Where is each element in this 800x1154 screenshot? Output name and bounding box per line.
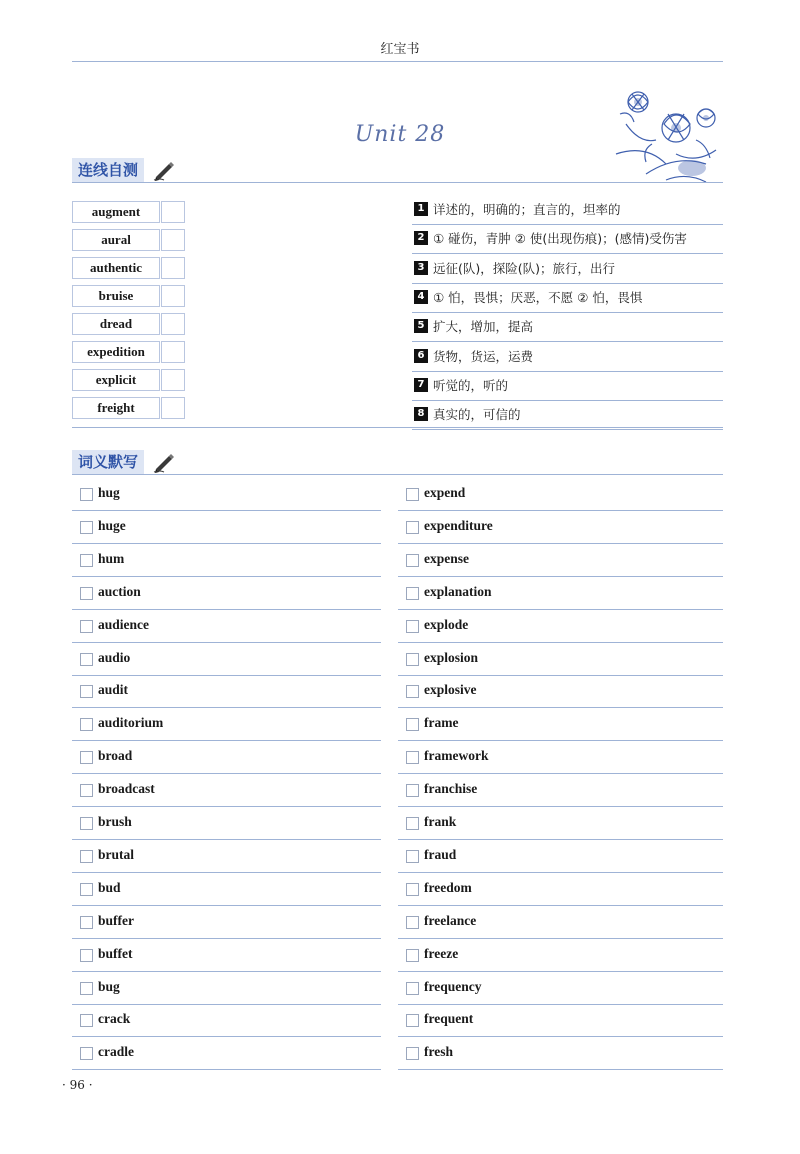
checkbox[interactable] [406, 554, 419, 567]
checkbox[interactable] [406, 521, 419, 534]
vocab-row [398, 707, 723, 741]
section-header-dictation [72, 450, 723, 474]
vocab-row [72, 740, 381, 774]
match-word: explicit [72, 369, 160, 391]
vocab-word: frame [424, 715, 459, 731]
checkbox[interactable] [406, 488, 419, 501]
checkbox[interactable] [80, 916, 93, 929]
definition-text: ① 怕，畏惧；厌恶，不愿 ② 怕，畏惧 [433, 289, 643, 305]
match-word: aural [72, 229, 160, 251]
vocab-row [72, 477, 381, 511]
vocab-row [398, 510, 723, 544]
vocab-row [398, 740, 723, 774]
section-label: 连线自测 [72, 158, 144, 182]
vocab-row [72, 707, 381, 741]
checkbox[interactable] [406, 1014, 419, 1027]
definition-text: 真实的，可信的 [433, 407, 521, 423]
checkbox[interactable] [406, 587, 419, 600]
vocab-word: expenditure [424, 517, 493, 533]
vocab-row [398, 872, 723, 906]
checkbox[interactable] [406, 1047, 419, 1060]
vocab-row [72, 609, 381, 643]
vocab-word: fraud [424, 846, 457, 862]
checkbox[interactable] [80, 949, 93, 962]
match-word: dread [72, 313, 160, 335]
definition-text: 远征(队)，探险(队)；旅行，出行 [433, 260, 616, 276]
answer-box[interactable] [161, 369, 185, 391]
checkbox[interactable] [80, 751, 93, 764]
vocab-word: hum [98, 550, 125, 566]
definition-number-badge: 4 [414, 290, 428, 304]
vocab-word: explosive [424, 682, 477, 698]
definition-row [412, 283, 723, 313]
unit-title: Unit 28 [354, 122, 446, 147]
vocab-word: freelance [424, 912, 477, 928]
vocab-row [398, 839, 723, 873]
checkbox[interactable] [406, 817, 419, 830]
vocab-word: audit [98, 682, 129, 698]
vocab-row [398, 1036, 723, 1070]
vocab-row [398, 674, 723, 708]
vocab-word: explanation [424, 583, 492, 599]
vocab-row [398, 609, 723, 643]
vocab-row [72, 872, 381, 906]
vocab-word: expense [424, 550, 469, 566]
checkbox[interactable] [80, 554, 93, 567]
checkbox[interactable] [80, 620, 93, 633]
vocab-word: auditorium [98, 715, 164, 731]
vocab-row [72, 905, 381, 939]
vocab-row [72, 510, 381, 544]
answer-box[interactable] [161, 397, 185, 419]
checkbox[interactable] [406, 784, 419, 797]
checkbox[interactable] [80, 982, 93, 995]
section-rule [72, 474, 723, 475]
definition-number-badge: 6 [414, 349, 428, 363]
checkbox[interactable] [80, 1047, 93, 1060]
checkbox[interactable] [80, 817, 93, 830]
checkbox[interactable] [406, 949, 419, 962]
definition-text: 货物，货运，运费 [433, 348, 534, 364]
checkbox[interactable] [406, 620, 419, 633]
vocab-word: explode [424, 616, 469, 632]
vocab-row [398, 971, 723, 1005]
vocab-word: audio [98, 649, 131, 665]
definition-row [412, 342, 723, 372]
vocab-word: freedom [424, 879, 472, 895]
definition-row [412, 312, 723, 342]
answer-box[interactable] [161, 341, 185, 363]
definition-number-badge: 7 [414, 378, 428, 392]
vocab-row [398, 642, 723, 676]
header-rule [72, 61, 723, 62]
definition-number-badge: 5 [414, 319, 428, 333]
definition-number-badge: 2 [414, 231, 428, 245]
answer-box[interactable] [161, 285, 185, 307]
vocab-word: frequent [424, 1011, 474, 1027]
vocab-word: broadcast [98, 781, 155, 797]
match-word: authentic [72, 257, 160, 279]
checkbox[interactable] [80, 883, 93, 896]
vocab-word: frequency [424, 978, 482, 994]
vocab-word: huge [98, 517, 126, 533]
vocab-row [398, 938, 723, 972]
vocab-row [398, 477, 723, 511]
definition-text: 听觉的，听的 [433, 377, 509, 393]
checkbox[interactable] [80, 850, 93, 863]
vocab-word: explosion [424, 649, 479, 665]
answer-box[interactable] [161, 201, 185, 223]
checkbox[interactable] [80, 718, 93, 731]
vocab-word: audience [98, 616, 150, 632]
definition-row [412, 371, 723, 401]
page-number: · 96 · [62, 1078, 93, 1092]
vocab-row [398, 543, 723, 577]
checkbox[interactable] [406, 685, 419, 698]
vocab-word: crack [98, 1011, 131, 1027]
definition-number-badge: 8 [414, 407, 428, 421]
match-word: bruise [72, 285, 160, 307]
definition-row [412, 195, 723, 225]
answer-box[interactable] [161, 313, 185, 335]
section-rule [72, 182, 723, 183]
vocab-word: hug [98, 485, 120, 500]
vocab-word: bud [98, 879, 121, 895]
vocab-word: freeze [424, 945, 459, 961]
vocab-row [398, 773, 723, 807]
checkbox[interactable] [80, 784, 93, 797]
section-header-matching [72, 158, 723, 182]
vocab-row [72, 806, 381, 840]
definition-number-badge: 3 [414, 261, 428, 275]
vocab-word: buffer [98, 912, 134, 928]
definition-row [412, 400, 723, 430]
definition-text: 详述的，明确的；直言的，坦率的 [433, 202, 621, 217]
vocab-word: broad [98, 748, 133, 764]
vocab-row [72, 576, 381, 610]
checkbox[interactable] [406, 982, 419, 995]
checkbox[interactable] [406, 718, 419, 731]
vocab-row [72, 543, 381, 577]
vocab-word: bug [98, 978, 120, 994]
definition-text: ① 碰伤，青肿 ② 使(出现伤痕)；(感情)受伤害 [433, 231, 687, 247]
pencil-icon [152, 451, 176, 473]
definition-row [412, 254, 723, 284]
matching-bottom-rule [72, 427, 723, 428]
vocab-word: franchise [424, 781, 478, 797]
vocab-row [72, 1003, 381, 1037]
vocab-row [398, 576, 723, 610]
definition-number-badge: 1 [414, 202, 428, 216]
vocab-row [398, 905, 723, 939]
checkbox[interactable] [406, 850, 419, 863]
answer-box[interactable] [161, 229, 185, 251]
section-label: 词义默写 [72, 450, 144, 474]
match-word: freight [72, 397, 160, 419]
vocab-row [72, 938, 381, 972]
running-header: 红宝书 [380, 42, 420, 57]
match-word: augment [72, 201, 160, 223]
vocab-row [72, 971, 381, 1005]
pencil-icon [152, 159, 176, 181]
vocab-row [398, 806, 723, 840]
checkbox[interactable] [80, 1014, 93, 1027]
checkbox[interactable] [406, 883, 419, 896]
definition-row [412, 224, 723, 254]
definition-text: 扩大，增加，提高 [433, 319, 534, 335]
answer-box[interactable] [161, 257, 185, 279]
checkbox[interactable] [80, 521, 93, 534]
checkbox[interactable] [80, 488, 93, 501]
vocab-word: cradle [98, 1044, 134, 1060]
vocab-word: buffet [98, 945, 133, 961]
checkbox[interactable] [406, 653, 419, 666]
vocab-word: framework [424, 748, 489, 764]
vocab-word: frank [424, 814, 457, 829]
vocab-row [72, 1036, 381, 1070]
checkbox[interactable] [406, 751, 419, 764]
checkbox[interactable] [80, 685, 93, 698]
vocab-row [72, 642, 381, 676]
vocab-word: brush [98, 814, 132, 829]
vocab-row [72, 839, 381, 873]
checkbox[interactable] [80, 653, 93, 666]
vocab-word: brutal [98, 846, 135, 862]
checkbox[interactable] [80, 587, 93, 600]
vocab-word: fresh [424, 1044, 453, 1060]
vocab-row [72, 674, 381, 708]
vocab-row [398, 1003, 723, 1037]
checkbox[interactable] [406, 916, 419, 929]
vocab-word: auction [98, 583, 141, 599]
match-word: expedition [72, 341, 160, 363]
vocab-word: expend [424, 485, 466, 500]
vocab-row [72, 773, 381, 807]
